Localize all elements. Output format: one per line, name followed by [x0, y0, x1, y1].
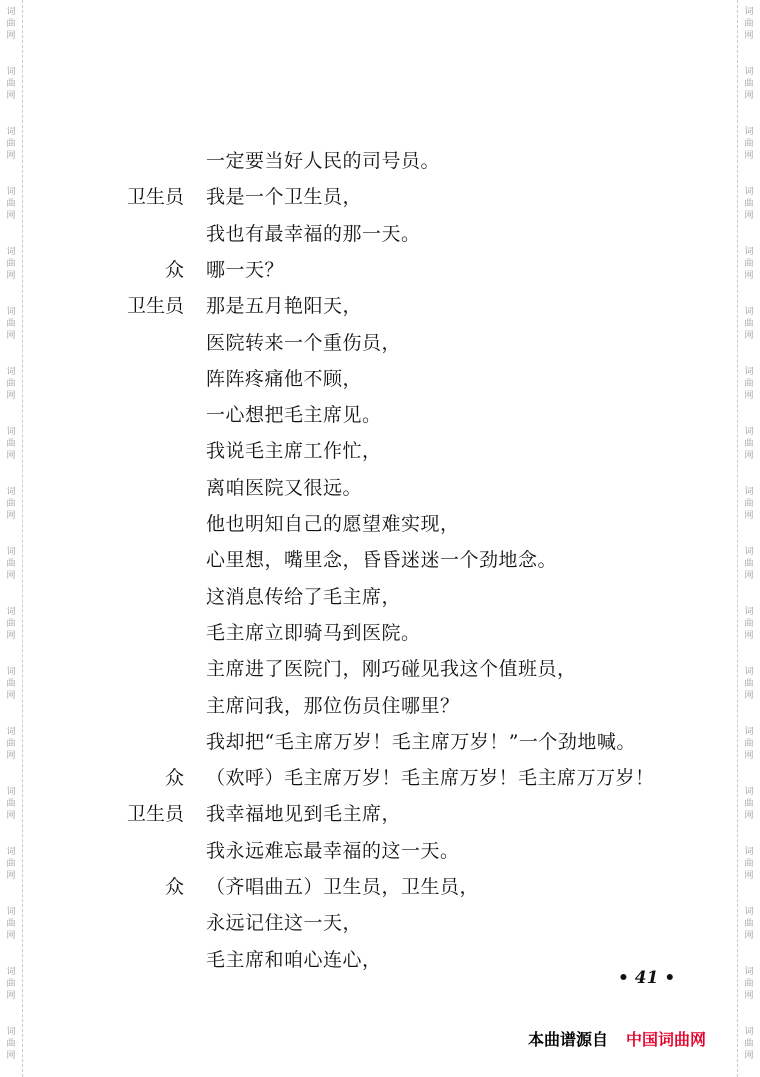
watermark-char: 曲 [6, 379, 16, 389]
lyric-text: 这消息传给了毛主席， [206, 585, 402, 608]
lyric-text: 一心想把毛主席见。 [206, 404, 382, 427]
speaker-label: 卫生员 [126, 803, 184, 826]
watermark-char: 网 [744, 691, 754, 701]
script-line [0, 401, 760, 437]
watermark-char: 网 [744, 1051, 754, 1061]
watermark-mark [3, 6, 19, 42]
watermark-char: 曲 [6, 439, 16, 449]
watermark-char: 词 [744, 247, 754, 257]
lyric-text: 毛主席和咱心连心， [206, 948, 382, 971]
watermark-char: 曲 [744, 859, 754, 869]
watermark-char: 曲 [744, 619, 754, 629]
watermark-char: 曲 [6, 139, 16, 149]
lyric-text: 毛主席立即骑马到医院。 [206, 621, 421, 644]
watermark-char: 网 [744, 31, 754, 41]
watermark-char: 曲 [744, 79, 754, 89]
watermark-char: 词 [744, 187, 754, 197]
lyric-text: 阵阵疼痛他不顾， [206, 367, 363, 390]
watermark-char: 曲 [6, 499, 16, 509]
watermark-mark [3, 66, 19, 102]
watermark-char: 曲 [6, 619, 16, 629]
watermark-char: 网 [6, 331, 16, 341]
lyric-text: 主席进了医院门，刚巧碰见我这个值班员， [206, 658, 577, 681]
watermark-char: 网 [6, 391, 16, 401]
script-line [0, 147, 760, 183]
watermark-char: 曲 [744, 1039, 754, 1049]
watermark-char: 曲 [744, 259, 754, 269]
watermark-char: 词 [6, 367, 16, 377]
watermark-char: 曲 [6, 199, 16, 209]
watermark-char: 词 [6, 607, 16, 617]
script-line [0, 329, 760, 365]
script-line [0, 292, 760, 328]
watermark-char: 词 [744, 487, 754, 497]
watermark-char: 曲 [744, 319, 754, 329]
script-line [0, 909, 760, 945]
watermark-char: 网 [6, 751, 16, 761]
lyric-text: 我却把“毛主席万岁！毛主席万岁！”一个劲地喊。 [206, 730, 636, 753]
watermark-char: 词 [6, 307, 16, 317]
watermark-char: 曲 [6, 679, 16, 689]
watermark-char: 词 [744, 307, 754, 317]
watermark-char: 词 [6, 847, 16, 857]
watermark-mark [741, 6, 757, 42]
watermark-char: 词 [744, 427, 754, 437]
watermark-char: 曲 [6, 979, 16, 989]
script-line [0, 837, 760, 873]
watermark-char: 网 [744, 571, 754, 581]
script-line [0, 619, 760, 655]
watermark-char: 词 [744, 1027, 754, 1037]
watermark-char: 网 [6, 811, 16, 821]
lyric-text: 我是一个卫生员， [206, 186, 363, 209]
watermark-char: 网 [744, 991, 754, 1001]
watermark-char: 词 [6, 907, 16, 917]
watermark-mark [741, 1026, 757, 1062]
lyric-text: 永远记住这一天， [206, 912, 363, 935]
page-number: • 41 • [618, 968, 676, 988]
lyric-text: （齐唱曲五）卫生员，卫生员， [206, 876, 480, 898]
watermark-char: 网 [744, 751, 754, 761]
watermark-char: 网 [6, 31, 16, 41]
watermark-mark [741, 66, 757, 102]
watermark-char: 网 [744, 811, 754, 821]
lyric-text: 哪一天？ [206, 258, 285, 281]
watermark-char: 网 [6, 991, 16, 1001]
watermark-char: 网 [6, 211, 16, 221]
watermark-char: 网 [744, 151, 754, 161]
watermark-char: 曲 [744, 19, 754, 29]
watermark-char: 曲 [744, 439, 754, 449]
watermark-char: 词 [6, 127, 16, 137]
lyric-text: 离咱医院又很远。 [206, 476, 363, 499]
watermark-char: 词 [6, 7, 16, 17]
source-site-link[interactable]: 中国词曲网 [626, 1030, 707, 1049]
watermark-char: 曲 [744, 799, 754, 809]
watermark-char: 网 [6, 1051, 16, 1061]
watermark-char: 网 [6, 631, 16, 641]
watermark-char: 网 [6, 871, 16, 881]
watermark-char: 词 [744, 67, 754, 77]
watermark-char: 曲 [744, 919, 754, 929]
watermark-char: 曲 [744, 679, 754, 689]
script-line [0, 510, 760, 546]
watermark-char: 网 [6, 151, 16, 161]
watermark-char: 网 [6, 91, 16, 101]
watermark-char: 网 [744, 331, 754, 341]
lyric-text: 那是五月艳阳天， [206, 295, 363, 318]
watermark-char: 词 [744, 367, 754, 377]
lyric-text: 一定要当好人民的司号员。 [206, 150, 441, 172]
watermark-char: 曲 [6, 919, 16, 929]
lyric-text: 我也有最幸福的那一天。 [206, 222, 421, 245]
watermark-char: 曲 [6, 319, 16, 329]
watermark-char: 曲 [6, 859, 16, 869]
watermark-char: 词 [6, 427, 16, 437]
watermark-char: 曲 [744, 979, 754, 989]
watermark-char: 网 [744, 271, 754, 281]
watermark-char: 词 [744, 667, 754, 677]
watermark-char: 词 [744, 607, 754, 617]
watermark-char: 网 [744, 871, 754, 881]
watermark-char: 曲 [744, 559, 754, 569]
watermark-char: 词 [744, 727, 754, 737]
watermark-char: 网 [6, 511, 16, 521]
script-line [0, 764, 760, 800]
lyric-text: 医院转来一个重伤员， [206, 331, 402, 354]
watermark-char: 词 [6, 727, 16, 737]
watermark-char: 曲 [6, 259, 16, 269]
watermark-char: 曲 [6, 799, 16, 809]
watermark-char: 曲 [744, 139, 754, 149]
watermark-char: 词 [6, 1027, 16, 1037]
watermark-char: 词 [6, 247, 16, 257]
source-note [528, 1027, 706, 1050]
script-line [0, 256, 760, 292]
watermark-char: 词 [744, 967, 754, 977]
watermark-char: 词 [744, 127, 754, 137]
script-line [0, 437, 760, 473]
script-line [0, 655, 760, 691]
watermark-char: 网 [744, 631, 754, 641]
watermark-mark [3, 1026, 19, 1062]
lyric-text: 心里想，嘴里念，昏昏迷迷一个劲地念。 [206, 549, 558, 572]
watermark-char: 曲 [6, 79, 16, 89]
script-line [0, 546, 760, 582]
script-line [0, 474, 760, 510]
source-prefix: 本曲谱源自 [528, 1030, 609, 1049]
watermark-char: 网 [6, 451, 16, 461]
watermark-char: 网 [6, 691, 16, 701]
watermark-char: 词 [744, 847, 754, 857]
speaker-label: 众 [164, 767, 184, 790]
speaker-label: 卫生员 [126, 295, 184, 318]
lyric-text: 我永远难忘最幸福的这一天。 [206, 839, 460, 862]
script-line [0, 800, 760, 836]
watermark-char: 网 [6, 571, 16, 581]
watermark-char: 词 [744, 907, 754, 917]
watermark-char: 网 [744, 91, 754, 101]
script-line [0, 583, 760, 619]
script-line [0, 692, 760, 728]
watermark-char: 曲 [744, 739, 754, 749]
watermark-char: 曲 [6, 1039, 16, 1049]
lyric-text: （欢呼）毛主席万岁！毛主席万岁！毛主席万万岁！ [206, 767, 655, 790]
watermark-char: 网 [744, 451, 754, 461]
watermark-char: 曲 [744, 379, 754, 389]
watermark-char: 曲 [6, 19, 16, 29]
watermark-char: 词 [744, 787, 754, 797]
watermark-char: 词 [6, 667, 16, 677]
speaker-label: 众 [164, 876, 184, 898]
script-line [0, 873, 760, 909]
lyric-text: 我说毛主席工作忙， [206, 440, 382, 463]
watermark-char: 曲 [744, 199, 754, 209]
watermark-char: 网 [744, 211, 754, 221]
lyric-text: 他也明知自己的愿望难实现， [206, 513, 460, 535]
watermark-char: 词 [6, 67, 16, 77]
watermark-char: 网 [744, 391, 754, 401]
lyric-text: 我幸福地见到毛主席， [206, 803, 402, 826]
watermark-char: 词 [744, 547, 754, 557]
lyric-text: 主席问我，那位伤员住哪里？ [206, 694, 460, 717]
watermark-char: 曲 [6, 739, 16, 749]
watermark-char: 词 [6, 487, 16, 497]
speaker-label: 卫生员 [126, 186, 184, 209]
watermark-char: 网 [6, 931, 16, 941]
script-line [0, 220, 760, 256]
watermark-char: 词 [6, 787, 16, 797]
script-line [0, 365, 760, 401]
watermark-char: 曲 [6, 559, 16, 569]
watermark-char: 词 [6, 547, 16, 557]
watermark-char: 词 [744, 7, 754, 17]
speaker-label: 众 [164, 258, 184, 281]
script-line [0, 183, 760, 219]
watermark-char: 曲 [744, 499, 754, 509]
watermark-char: 网 [744, 511, 754, 521]
watermark-char: 网 [6, 271, 16, 281]
watermark-char: 词 [6, 187, 16, 197]
watermark-char: 词 [6, 967, 16, 977]
script-line [0, 728, 760, 764]
watermark-char: 网 [744, 931, 754, 941]
